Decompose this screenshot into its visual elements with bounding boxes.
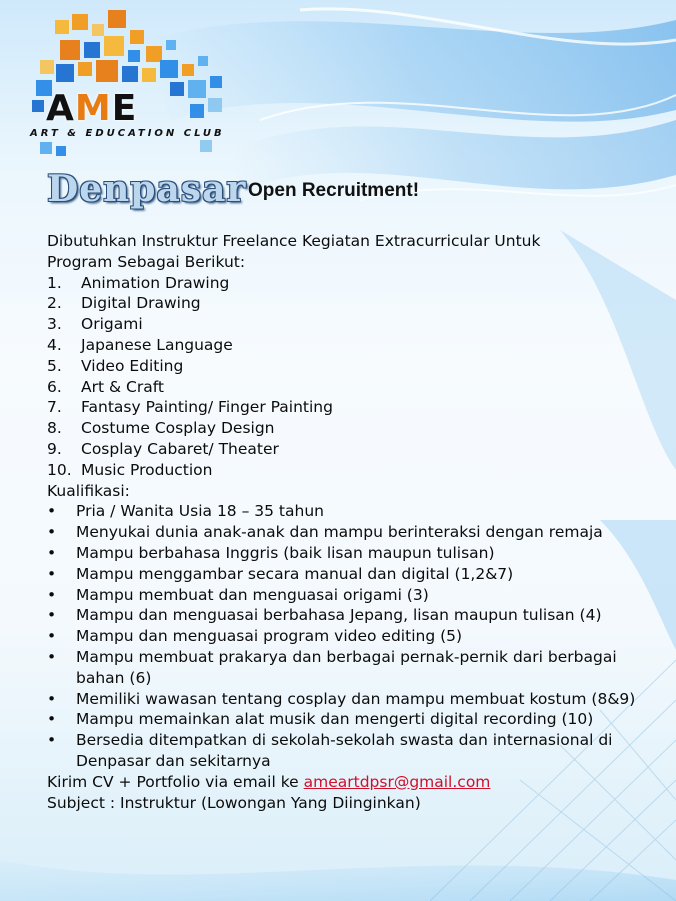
bullet-icon: • <box>47 710 57 729</box>
qualification-item <box>47 585 647 606</box>
qualification-text: Bersedia ditempatkan di sekolah-sekolah swasta dan internasional di Denpasar dan sekitarnya <box>76 731 613 770</box>
bullet-icon: • <box>47 564 57 583</box>
program-number: 2. <box>47 294 62 313</box>
program-number: 7. <box>47 398 62 417</box>
qualification-item <box>47 626 647 647</box>
qualification-item <box>47 501 647 522</box>
program-label: Digital Drawing <box>81 294 201 313</box>
qualification-text: Mampu dan menguasai program video editing (5) <box>76 627 463 646</box>
contact-prefix: Kirim CV + Portfolio via email ke <box>47 772 304 791</box>
bullet-icon: • <box>47 731 57 750</box>
program-label: Origami <box>81 315 143 334</box>
program-label: Costume Cosplay Design <box>81 419 275 438</box>
contact-line <box>47 772 647 793</box>
program-label: Music Production <box>81 460 213 479</box>
subject-line: Subject : Instruktur (Lowongan Yang Diinginkan) <box>47 793 421 812</box>
qualification-item <box>47 730 647 772</box>
program-list <box>47 273 647 481</box>
qualification-item <box>47 709 647 730</box>
intro-line-2: Program Sebagai Berikut: <box>47 252 246 271</box>
program-number: 8. <box>47 419 62 438</box>
intro-line-1: Dibutuhkan Instruktur Freelance Kegiatan Extracurricular Untuk <box>47 232 541 250</box>
logo-letter-m: M <box>74 88 112 129</box>
city-title: Denpasar <box>47 168 247 210</box>
program-item <box>47 335 647 356</box>
program-item <box>47 439 647 460</box>
program-item <box>47 377 647 398</box>
qualification-text: Pria / Wanita Usia 18 – 35 tahun <box>76 502 324 521</box>
program-label: Japanese Language <box>81 335 233 354</box>
program-number: 10. <box>47 460 72 479</box>
qualification-text: Menyukai dunia anak-anak dan mampu berinteraksi dengan remaja <box>76 523 603 542</box>
program-label: Animation Drawing <box>81 273 230 292</box>
logo-subtitle: ART & EDUCATION CLUB <box>30 128 225 139</box>
program-item <box>47 273 647 294</box>
program-number: 5. <box>47 356 62 375</box>
bullet-icon: • <box>47 689 57 708</box>
qualification-text: Mampu membuat dan menguasai origami (3) <box>76 585 429 604</box>
program-item <box>47 293 647 314</box>
qualification-text: Mampu dan menguasai berbahasa Jepang, lisan maupun tulisan (4) <box>76 606 602 625</box>
program-number: 9. <box>47 439 62 458</box>
program-label: Fantasy Painting/ Finger Painting <box>81 398 333 417</box>
qualification-item <box>47 689 647 710</box>
bullet-icon: • <box>47 502 57 521</box>
qualification-item <box>47 564 647 585</box>
qualification-text: Mampu membuat prakarya dan berbagai pernak-pernik dari berbagai bahan (6) <box>76 647 617 687</box>
email-link[interactable]: ameartdpsr@gmail.com <box>303 772 491 791</box>
announcement-body <box>47 231 647 813</box>
program-label: Video Editing <box>81 356 184 375</box>
program-label: Cosplay Cabaret/ Theater <box>81 439 279 458</box>
qualification-list <box>47 501 647 771</box>
qualification-item <box>47 522 647 543</box>
program-item <box>47 418 647 439</box>
bullet-icon: • <box>47 647 57 666</box>
qualification-text: Mampu memainkan alat musik dan mengerti digital recording (10) <box>76 710 594 729</box>
program-number: 3. <box>47 315 62 334</box>
program-number: 6. <box>47 377 62 396</box>
program-item <box>47 460 647 481</box>
qualification-text: Mampu berbahasa Inggris (baik lisan maupun tulisan) <box>76 543 495 562</box>
headline: Open Recruitment! <box>248 180 420 201</box>
bullet-icon: • <box>47 585 57 604</box>
program-number: 4. <box>47 335 62 354</box>
program-label: Art & Craft <box>81 377 164 396</box>
qualification-item <box>47 647 647 689</box>
program-item <box>47 314 647 335</box>
bullet-icon: • <box>47 627 57 646</box>
logo-letter-e: E <box>111 88 138 129</box>
qualification-item <box>47 605 647 626</box>
logo-text <box>46 88 166 128</box>
bullet-icon: • <box>47 606 57 625</box>
program-item <box>47 397 647 418</box>
qualification-text: Memiliki wawasan tentang cosplay dan mampu membuat kostum (8&9) <box>76 689 636 708</box>
bullet-icon: • <box>47 523 57 542</box>
qualifications-title: Kualifikasi: <box>47 481 130 500</box>
program-item <box>47 356 647 377</box>
program-number: 1. <box>47 273 62 292</box>
qualification-text: Mampu menggambar secara manual dan digital (1,2&7) <box>76 564 514 583</box>
bullet-icon: • <box>47 543 57 562</box>
logo-letter-a: A <box>46 88 75 129</box>
qualification-item <box>47 543 647 564</box>
